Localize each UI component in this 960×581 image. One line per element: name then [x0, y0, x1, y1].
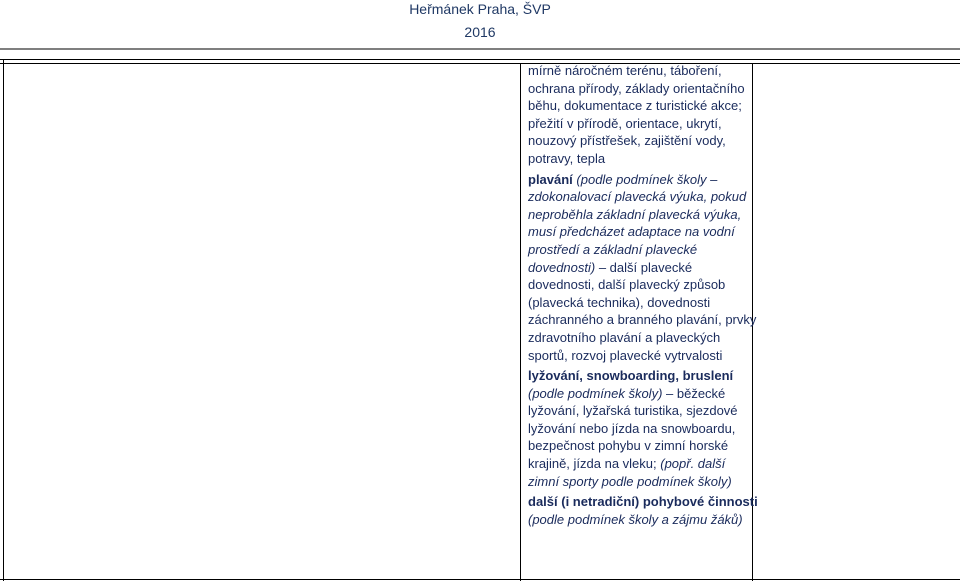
curriculum-cell — [528, 62, 758, 531]
other-activities-conditions: (podle podmínek školy a zájmu žáků) — [528, 511, 743, 527]
swimming-paragraph — [528, 171, 758, 365]
other-activities-heading: další (i netradiční) pohybové činnosti — [528, 494, 758, 510]
table-top-border — [0, 59, 960, 60]
column-divider-1 — [520, 63, 521, 581]
header-year: 2016 — [464, 24, 496, 40]
winter-sports-heading: lyžování, snowboarding, bruslení — [528, 368, 734, 384]
column-divider-left — [3, 59, 4, 581]
header-title: Heřmánek Praha, ŠVP — [409, 1, 551, 17]
winter-sports-skills: – běžecké lyžování, lyžařská turistika, sjezdové lyžování nebo jízda na snowboardu, bezpečnost pohybu v zimní horské krajině, jízda na vleku; — [528, 385, 738, 472]
swimming-heading: plavání — [528, 171, 573, 187]
header-divider — [0, 48, 960, 50]
table-top-border-inner — [0, 63, 960, 64]
swimming-conditions: (podle podmínek školy – zdokonalovací plavecká výuka, pokud neproběhla základní plavecká výuka, musí předcházet adaptace na vodní prostředí a základní plavecké dovednosti) — [528, 171, 747, 275]
table-bottom-border — [0, 579, 960, 580]
outdoor-activities-paragraph: mírně náročném terénu, táboření, ochrana přírody, základy orientačního běhu, dokumentace z turistické akce; přežití v přírodě, orientace, ukrytí, nouzový přístřešek, zajištění vody, potravy, tepla — [528, 63, 745, 166]
winter-sports-note: (popř. další zimní sporty podle podmínek školy) — [528, 456, 732, 489]
swimming-skills: – další plavecké dovednosti, další plavecký způsob (plavecká technika), dovednosti záchranného a branného plavání, prvky zdravotního plavání a plaveckých sportů, rozvoj plavecké vytrvalosti — [528, 259, 757, 363]
winter-sports-paragraph — [528, 367, 758, 490]
other-activities-paragraph — [528, 493, 758, 528]
winter-sports-conditions: (podle podmínek školy) — [528, 385, 663, 401]
